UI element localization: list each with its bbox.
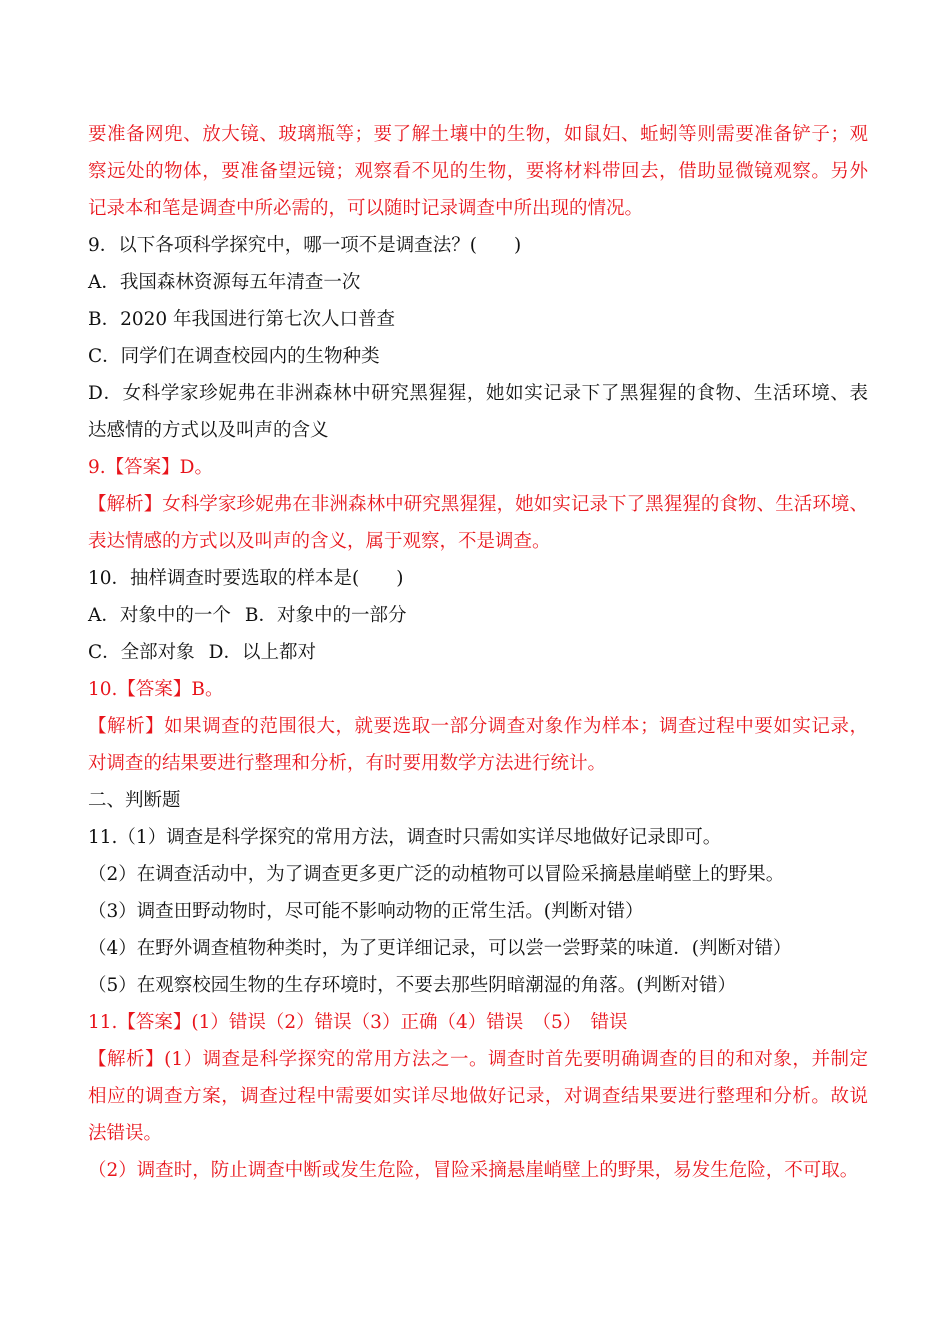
q9-option-d: D．女科学家珍妮弗在非洲森林中研究黑猩猩，她如实记录下了黑猩猩的食物、生活环境、表 <box>88 383 868 404</box>
q11-explanation-line: 法错误。 <box>88 1123 163 1144</box>
q10-option-d: D．以上都对 <box>208 642 316 663</box>
q11-explanation-line: 【解析】(1）调查是科学探究的常用方法之一。调查时首先要明确调查的目的和对象，并制定 <box>88 1049 868 1070</box>
q10-option-b: B．对象中的一部分 <box>244 605 407 626</box>
document-page <box>88 116 868 1189</box>
q9-option-d-continued: 达感情的方式以及叫声的含义 <box>88 420 329 441</box>
q11-explanation-line: 相应的调查方案，调查过程中需要如实详尽地做好记录，对调查结果要进行整理和分析。故说 <box>88 1086 868 1107</box>
q10-explanation-line: 【解析】如果调查的范围很大，就要选取一部分调查对象作为样本；调查过程中要如实记录， <box>88 716 868 737</box>
q11-item-5: （5）在观察校园生物的生存环境时，不要去那些阴暗潮湿的角落。(判断对错） <box>88 975 736 996</box>
q10-option-a: A．对象中的一个 <box>88 605 231 626</box>
q11-explanation-line: （2）调查时，防止调查中断或发生危险，冒险采摘悬崖峭壁上的野果，易发生危险，不可取。 <box>88 1160 859 1181</box>
q9-option-a: A．我国森林资源每五年清查一次 <box>88 272 361 293</box>
q8-explanation-line: 记录本和笔是调查中所必需的，可以随时记录调查中所出现的情况。 <box>88 198 644 219</box>
q8-explanation-line: 要准备网兜、放大镜、玻璃瓶等；要了解土壤中的生物，如鼠妇、蚯蚓等则需要准备铲子；观 <box>88 124 868 145</box>
q10-stem: 10．抽样调查时要选取的样本是( ) <box>88 568 404 589</box>
q9-option-c: C．同学们在调查校园内的生物种类 <box>88 346 380 367</box>
q11-answer: 11.【答案】(1）错误（2）错误（3）正确（4）错误 （5） 错误 <box>88 1012 628 1033</box>
q11-item-1: 11.（1）调查是科学探究的常用方法，调查时只需如实详尽地做好记录即可。 <box>88 827 722 848</box>
q9-stem: 9．以下各项科学探究中，哪一项不是调查法？( ) <box>88 235 522 256</box>
q11-item-3: （3）调查田野动物时，尽可能不影响动物的正常生活。(判断对错） <box>88 901 644 922</box>
q11-item-4: （4）在野外调查植物种类时，为了更详细记录，可以尝一尝野菜的味道．(判断对错） <box>88 938 792 959</box>
q10-options-ab <box>88 597 868 634</box>
q9-explanation-line: 表达情感的方式以及叫声的含义，属于观察，不是调查。 <box>88 531 551 552</box>
q10-option-c: C．全部对象 <box>88 642 195 663</box>
section-title: 二、判断题 <box>88 790 181 811</box>
q9-explanation-line: 【解析】女科学家珍妮弗在非洲森林中研究黑猩猩，她如实记录下了黑猩猩的食物、生活环境、 <box>88 494 868 515</box>
q8-explanation-line: 察远处的物体，要准备望远镜；观察看不见的生物，要将材料带回去，借助显微镜观察。另外 <box>88 161 868 182</box>
q10-options-cd <box>88 634 868 671</box>
q11-item-2: （2）在调查活动中，为了调查更多更广泛的动植物可以冒险采摘悬崖峭壁上的野果。 <box>88 864 785 885</box>
q10-answer: 10.【答案】B。 <box>88 679 224 700</box>
q9-answer: 9.【答案】D。 <box>88 457 213 478</box>
q10-explanation-line: 对调查的结果要进行整理和分析，有时要用数学方法进行统计。 <box>88 753 607 774</box>
q9-option-b: B．2020 年我国进行第七次人口普查 <box>88 309 396 330</box>
